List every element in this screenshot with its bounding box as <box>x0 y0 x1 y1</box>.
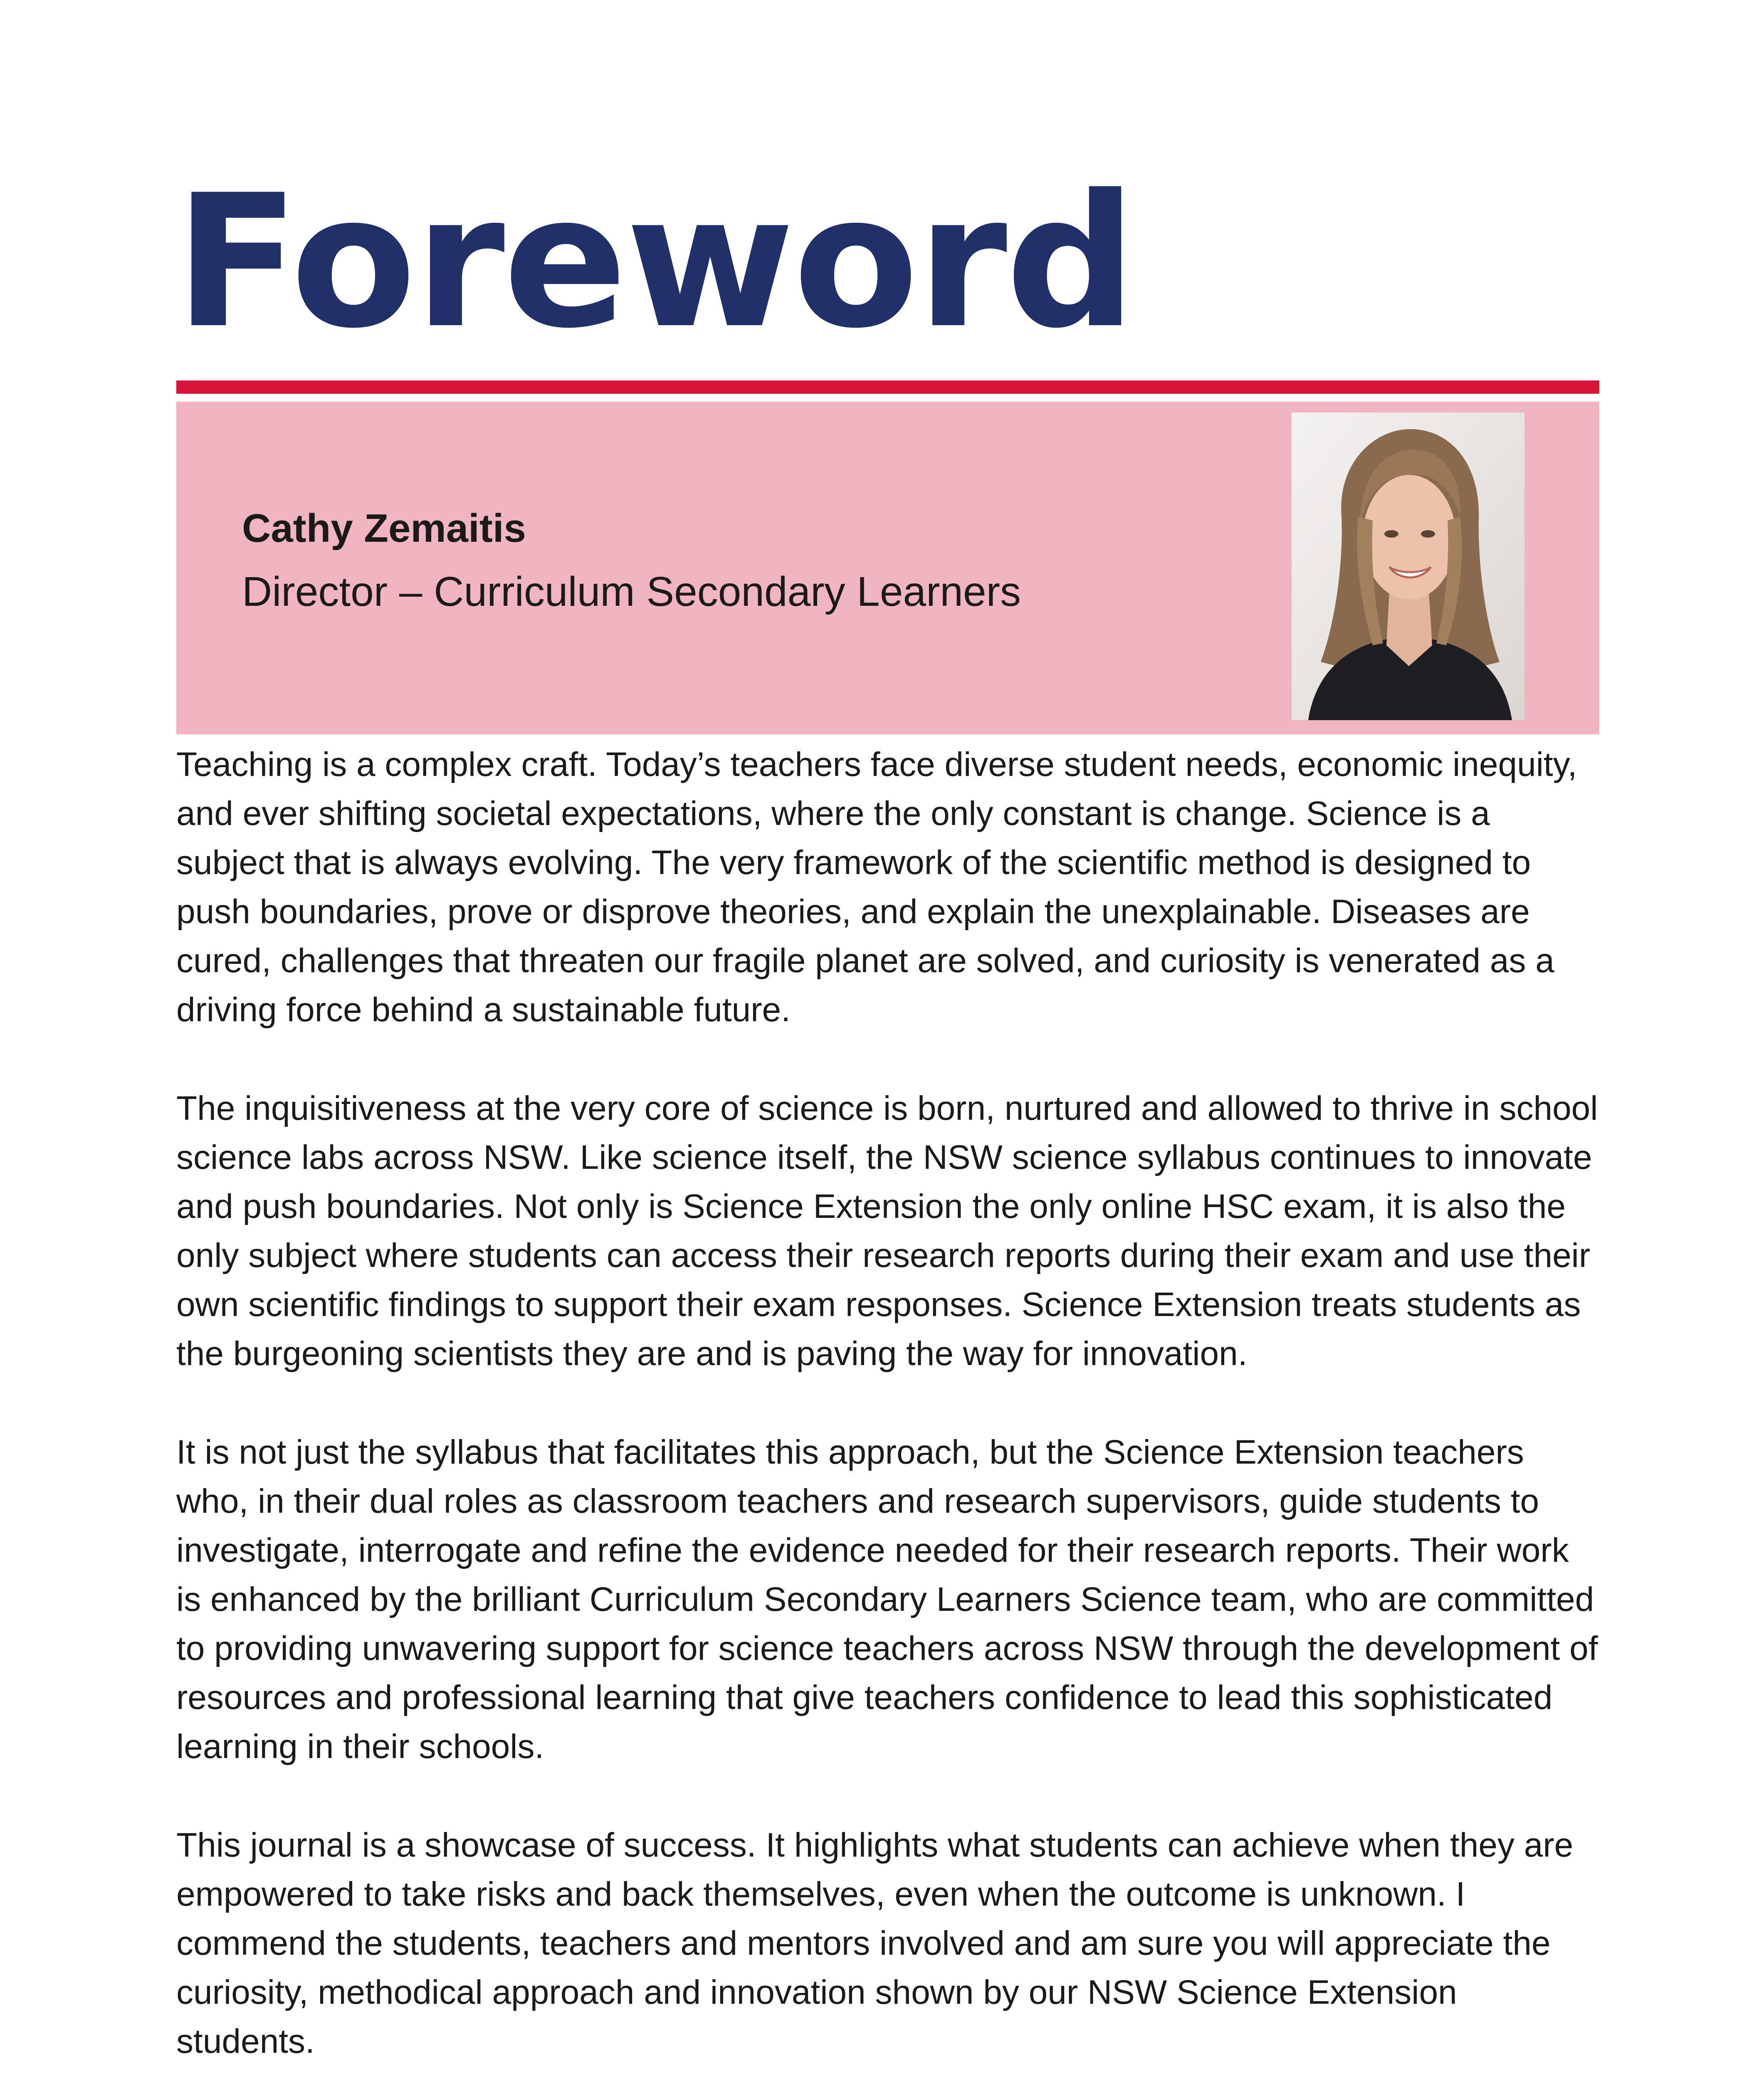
foreword-body <box>176 740 1603 2079</box>
author-portrait <box>1292 412 1524 720</box>
paragraph-3: It is not just the syllabus that facilitates this approach, but the Science Extension teachers who, in their dual roles as classroom teachers and research supervisors, guide students to investigate, interrogate and refine the evidence needed for their research reports. Their work is enhanced by the brilliant Curriculum Secondary Learners Science team, who are committed to providing unwavering support for science teachers across NSW through the development of resources and professional learning that give teachers confidence to lead this sophisticated learning in their schools. <box>176 1433 1598 1765</box>
author-name: Cathy Zemaitis <box>242 506 526 551</box>
author-role: Director – Curriculum Secondary Learners <box>242 568 1021 615</box>
paragraph-2: The inquisitiveness at the very core of science is born, nurtured and allowed to thrive in school science labs across NSW. Like science itself, the NSW science syllabus continues to innovate and push boundaries. Not only is Science Extension the only online HSC exam, it is also the only subject where students can access their research reports during their exam and use their own scientific findings to support their exam responses. Science Extension treats students as the burgeoning scientists they are and is paving the way for innovation. <box>176 1089 1598 1373</box>
portrait-photo <box>1292 412 1524 720</box>
paragraph-1: Teaching is a complex craft. Today’s teachers face diverse student needs, economic inequity, and ever shifting societal expectations, where the only constant is change. Science is a subject that is always evolving. The very framework of the scientific method is designed to push boundaries, prove or disprove theories, and explain the unexplainable. Diseases are cured, challenges that threaten our fragile planet are solved, and curiosity is venerated as a driving force behind a sustainable future. <box>176 746 1577 1029</box>
author-banner <box>176 402 1599 734</box>
top-divider <box>176 380 1599 394</box>
paragraph-4: This journal is a showcase of success. It highlights what students can achieve when they are empowered to take risks and back themselves, even when the outcome is unknown. I commend the students, teachers and mentors involved and am sure you will appreciate the curiosity, methodical approach and innovation shown by our NSW Science Extension students. <box>176 1826 1574 2060</box>
page-title: Foreword <box>175 156 1135 368</box>
